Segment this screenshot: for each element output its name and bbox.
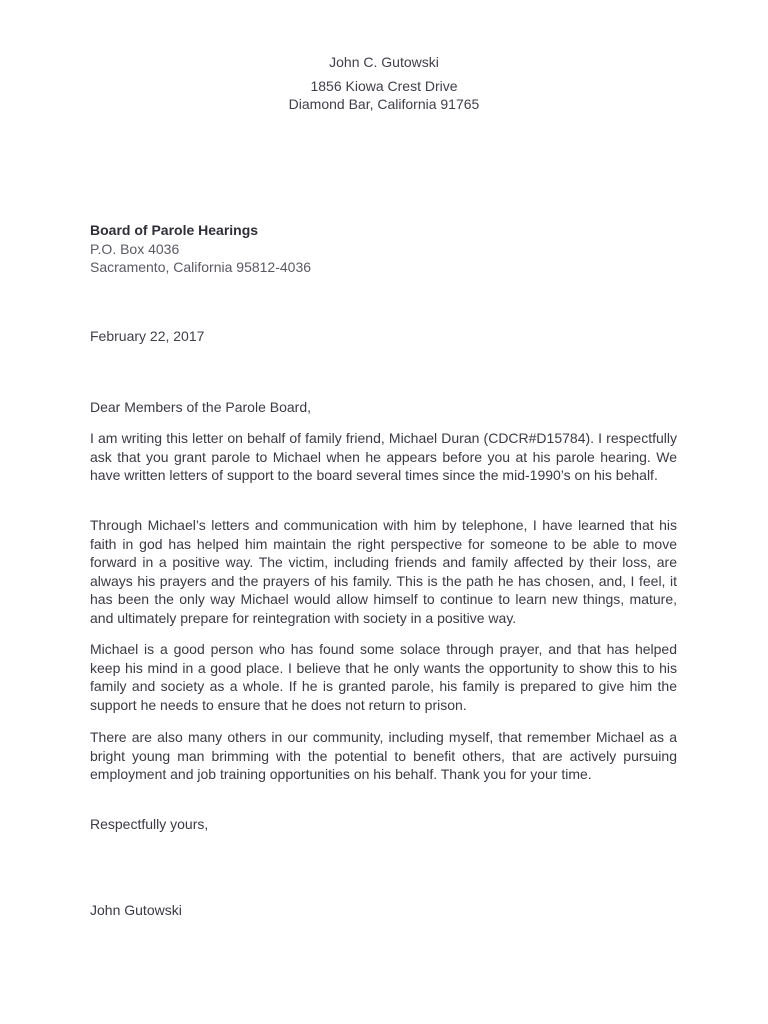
recipient-address-line1: P.O. Box 4036: [90, 240, 180, 257]
sender-address: [0, 77, 768, 113]
paragraph-4: There are also many others in our community, including myself, that remember Michael as a bright young man brimming with the potential to benefit others, that are actively pursuing employment and job training opportunities on his behalf. Thank you for your time.: [90, 729, 677, 782]
salutation: Dear Members of the Parole Board,: [90, 399, 311, 415]
sender-name: John C. Gutowski: [329, 54, 439, 70]
closing: Respectfully yours,: [90, 816, 209, 832]
recipient-address-line2: Sacramento, California 95812-4036: [90, 259, 312, 276]
paragraph-3: Michael is a good person who has found some solace through prayer, and that has helped keep his mind in a good place. I believe that he only wants the opportunity to show this to his family and society as a whole. If he is granted parole, his family is prepared to give him the support he needs to ensure that he does not return to prison.: [90, 641, 677, 713]
signature-name: John Gutowski: [90, 902, 182, 918]
letter-date: February 22, 2017: [90, 328, 205, 344]
recipient-block: [90, 221, 311, 277]
paragraph-1: I am writing this letter on behalf of family friend, Michael Duran (CDCR#D15784). I respectfully ask that you grant parole to Michael when he appears before you at his parole hearing. We have written letters of support to the board several times since the mid-1990’s on his behalf.: [90, 430, 677, 483]
recipient-organization: Board of Parole Hearings: [90, 222, 259, 238]
sender-address-line1: 1856 Kiowa Crest Drive: [310, 78, 458, 94]
paragraph-2: Through Michael’s letters and communication with him by telephone, I have learned that his faith in god has helped him maintain the right perspective for someone to be able to move forward in a positive way. The victim, including friends and family affected by their loss, are always his prayers and the prayers of his family. This is the path he has chosen, and, I feel, it has been the only way Michael would allow himself to continue to learn new things, mature, and ultimately prepare for reintegration with society in a positive way.: [90, 517, 677, 626]
sender-address-line2: Diamond Bar, California 91765: [288, 96, 480, 112]
